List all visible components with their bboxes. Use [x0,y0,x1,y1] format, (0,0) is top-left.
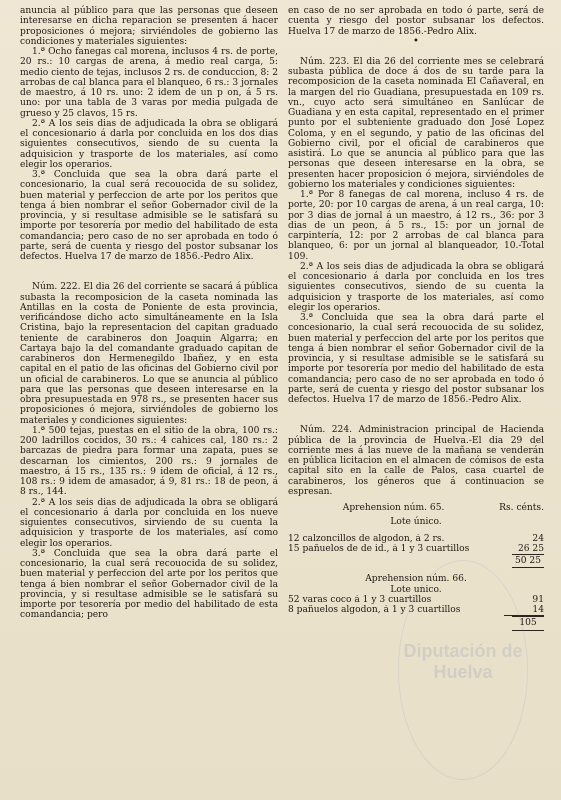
intro-paragraph: anuncia al público para que las personas que deseen interesarse en dicha reparacion se presenten á hacer proposiciones ó mejora; sirviéndoles de gobierno las condiciones y materiales siguientes: [20,6,278,47]
notice-222-condition-1: 1.ª 500 tejas, puestas en el sitio de la obra, 100 rs.: 200 ladrillos cocidos, 30 rs.: 4 cahices cal, 180 rs.: 2 barcazas de piedra para formar una zapata, pues se descarnan los cimientos, 200 rs.: 9 jornales de maestro, á 15 rs., 135 rs.: 9 idem de oficial, á 12 rs., 108 rs.: 9 idem de amasador, á 9, 81 rs.: 18 de peon, á 8 rs., 144. [20,425,278,498]
spacer [288,405,544,425]
notice-223-condition-2: 2.ª A los seis dias de adjudicada la obra se obligará el concesionario á darla por concluida en los tres siguientes consecutivos, siendo de su cuenta la adquisicion y trasporte de los materiales, así como elegir los operarios. [288,261,544,313]
item-description: 12 calzoncillos de algodon, á 2 rs. [288,533,445,544]
notice-222-condition-2: 2.ª A los seis dias de adjudicada la obra se obligará el concesionario á darla por concluida en los nueve siguientes consecutivos, sirviendo de su cuenta la adquisicion y trasporte de los materiales, así como elegir los operarios. [20,497,278,549]
total-65 [288,554,544,568]
spacer [20,262,278,282]
list-item [288,534,544,544]
continued-paragraph: en caso de no ser aprobada en todo ó parte, será de cuenta y riesgo del postor subsanar los defectos. Huelva 17 de marzo de 1856.-Pedro Alix. [288,6,544,37]
list-item [288,595,544,605]
notice-222: Núm. 222. El dia 26 del corriente se sacará á pública subasta la recomposicion de la caseta nominada las Antillas en la costa de Poniente de esta provincia, verificándose dicho acto simultáneamente en la Isla Cristina, bajo la representacion del capitan graduado teniente de carabineros don Joaquin Algarra; en Cartaya bajo la del comandante graduado capitan de carabineros don Hermenegildo Ibañez, y en esta capital en el patio de las oficinas del Gobierno civil por un oficial de carabineros. Lo que se anuncia al público para que las personas que deseen interesarse en la obra presupuestada en 978 rs., se presenten hacer sus proposiciones ó mejora, sirviéndoles de gobierno los materiales y condiciones siguientes: [20,282,278,426]
item-amount: 91 [532,594,544,605]
condition-3: 3.ª Concluida que sea la obra dará parte el concesionario, la cual será recouocida de su solidez, buen material y perfeccion de arte por los peritos que tenga á bien nombrar el señor Gobernador civil de la provincia, y si resultase admisible se le satisfará su importe por tesorería por medio del habilitado de esta comandancia; pero caso de no ser aprobada en todo ó parte, será de cuenta y riesgo del postor subsanar los defectos. Huelva 17 de marzo de 1856.-Pedro Alix. [20,170,278,262]
list-item [288,544,544,554]
condition-2: 2.ª A los seis dias de adjudicada la obra se obligará el concesionario á darla por concluida en los dos dias siguientes consecutivos, siendo de su cuenta la adquisicion y trasporte de los materiales, así como elegir los operarios. [20,118,278,170]
condition-1: 1.ª Ocho fanegas cal morena, inclusos 4 rs. de porte, 20 rs.: 10 cargas de arena, á medio real carga, 5: medio ciento de tejas, inclusos 2 rs. de conduccion, 8: 2 arrobas de cal blanca para el blanqueo, 6 rs.: 3 jornales de maestro, á 10 rs. uno: 2 idem de un p on, á 5 rs. uno: por una tabla de 3 varas por media pulgada de grueso y 25 clavos, 15 rs. [20,47,278,119]
left-column [20,6,278,621]
aprehension-66-title: Aprehension núm. 66. [365,574,467,585]
notice-223: Núm. 223. El dia 26 del corriente mes se celebrará subasta pública de doce á dos de su tarde para la recomposicion de la caseta nominada El Cañaveral, en la margen del rio Guadiana, presupuestada en 109 rs. vn., cuyo acto será simultáneo en Sanlúcar de Guadiana y en esta capital, representado en el primer punto por el subteniente graduado don José Lopez Coloma, y en el segundo, y patio de las oficinas del Gobierno civil, por el oficial de carabineros que asistirá. Lo que se anuncia al público para que las personas que deseen interesarse en la obra, se presenten hacer proposicion ó mejora, sirviéndoles de gobierno los materiales y condiciones siguientes: [288,56,544,190]
aprehension-65-header [288,503,544,513]
notice-223-condition-3: 3.ª Concluida que sea la obra dará parte el concesionario, la cual será recouocida de su solidez, buen material y perfeccion del arte por los peritos que tenga á bien nombrar el señor Gobernador civil de la provincia, y si resultase admisible se le satisfará su importe por tesorería por medio del habilitado de esta comandancia; pero caso de no ser aprobada en todo ó parte, será de cuenta y riesgo del postor subsanar los defectos. Huelva 17 de marzo de 1856.-Pedro Alix. [288,313,544,405]
item-amount: 24 [532,533,544,544]
total-66 [288,616,544,630]
right-column [288,6,544,631]
item-description: 8 pañuelos algodon, á 1 y 3 cuartillos [288,605,461,615]
library-stamp-watermark: Diputación de Huelva [398,560,528,780]
notice-224: Núm. 224. Administracion principal de Hacienda pública de la provincia de Huelva.-El dia 29 del corriente mes á las nueve de la mañana se venderán en pública licitacion en el almacen de cómisos de esta capital sito en la calle de Palos, casa cuartel de carabineros, los géneros que á continuacion se espresan. [288,425,544,497]
aprehension-65-title: Aprehension núm. 65. [342,503,445,513]
item-amount: 26 25 [517,543,544,554]
total-65-value: 50 25 [512,554,544,568]
total-66-value: 105 [512,616,544,630]
ornament-mark: • [413,35,419,47]
item-description: 52 varas coco á 1 y 3 cuartillos [288,594,432,605]
notice-223-condition-1: 1.ª Por 8 fanegas de cal morena, incluso 4 rs. de porte, 20: por 10 cargas de arena, á un real carga, 10: por 3 dias de jornal á un maestro, á 12 rs., 36: por 3 dias de un peon, á 5 rs., 15: por un jornal de carpintería, 12: por 2 arrobas de cal blanca para blanqueo, 6: por un jornal al blanqueador, 10.-Total 109. [288,190,544,262]
item-amount: 14 [532,605,544,615]
lote-65: Lote único. [390,517,442,528]
spacer [288,49,544,57]
lote-66: Lote unico. [390,584,442,595]
rs-cents-header: Rs. cénts. [499,503,544,513]
notice-222-condition-3: 3.ª Concluida que sea la obra dará parte el concesionario, la cual será recouocida de su solidez, buen material y perfeccion del arte por los peritos que tenga á bien nombrar el señor Gobernador civil de la provincia, y si resultase admisible se le satisfará su importe por tesorería por medio del habilitado de esta comandancia; pero [20,548,278,621]
item-description: 15 pañuelos de de id., á 1 y 3 cuartillos [288,543,470,554]
list-item [288,605,544,615]
